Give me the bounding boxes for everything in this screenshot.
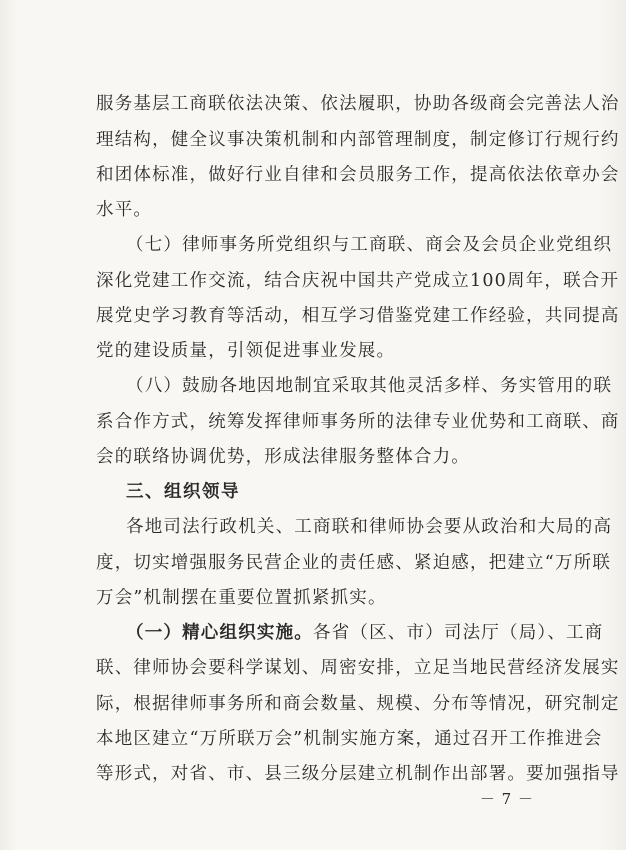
text-line: 会的联络协调优势，形成法律服务整体合力。	[96, 447, 470, 467]
text-line: 各地司法行政机关、工商联和律师协会要从政治和大局的高	[126, 517, 613, 537]
subsection-text: 各省（区、市）司法厅（局）、工商	[313, 623, 604, 643]
text-line: 党的建设质量，引领促进事业发展。	[96, 341, 396, 361]
text-line: 水平。	[96, 200, 153, 220]
paragraph-seven-lead: （七）律师事务所党组织与工商联、商会及会员企业党组织	[126, 235, 613, 255]
text-line: 际，根据律师事务所和商会数量、规模、分布等情况，研究制定	[96, 694, 620, 714]
subsection-line	[126, 622, 603, 644]
text-line: 和团体标准，做好行业自律和会员服务工作，提高依法依章办会	[96, 165, 620, 185]
text-line: 系合作方式，统筹发挥律师事务所的法律专业优势和工商联、商	[96, 412, 620, 432]
text-line: 服务基层工商联依法决策、依法履职，协助各级商会完善法人治	[96, 94, 620, 114]
text-line: 万会”机制摆在重要位置抓紧抓实。	[96, 588, 387, 608]
section-heading: 三、组织领导	[126, 482, 240, 502]
text-line: 理结构，健全议事决策机制和内部管理制度，制定修订行规行约	[96, 130, 620, 150]
text-line: 等形式，对省、市、县三级分层建立机制作出部署。要加强指导	[96, 764, 620, 784]
page-number: － 7 －	[479, 790, 534, 808]
text-line: 本地区建立“万所联万会”机制实施方案，通过召开工作推进会	[96, 729, 603, 749]
paragraph-eight-lead: （八）鼓励各地因地制宜采取其他灵活多样、务实管用的联	[126, 376, 613, 396]
subsection-title: （一）精心组织实施。	[126, 623, 313, 643]
text-line: 深化党建工作交流，结合庆祝中国共产党成立100周年，联合开	[96, 271, 620, 291]
text-line: 展党史学习教育等活动，相互学习借鉴党建工作经验，共同提高	[96, 306, 620, 326]
text-line: 联、律师协会要科学谋划、周密安排，立足当地民营经济发展实	[96, 658, 620, 678]
text-line: 度，切实增强服务民营企业的责任感、紧迫感，把建立“万所联	[96, 553, 612, 573]
